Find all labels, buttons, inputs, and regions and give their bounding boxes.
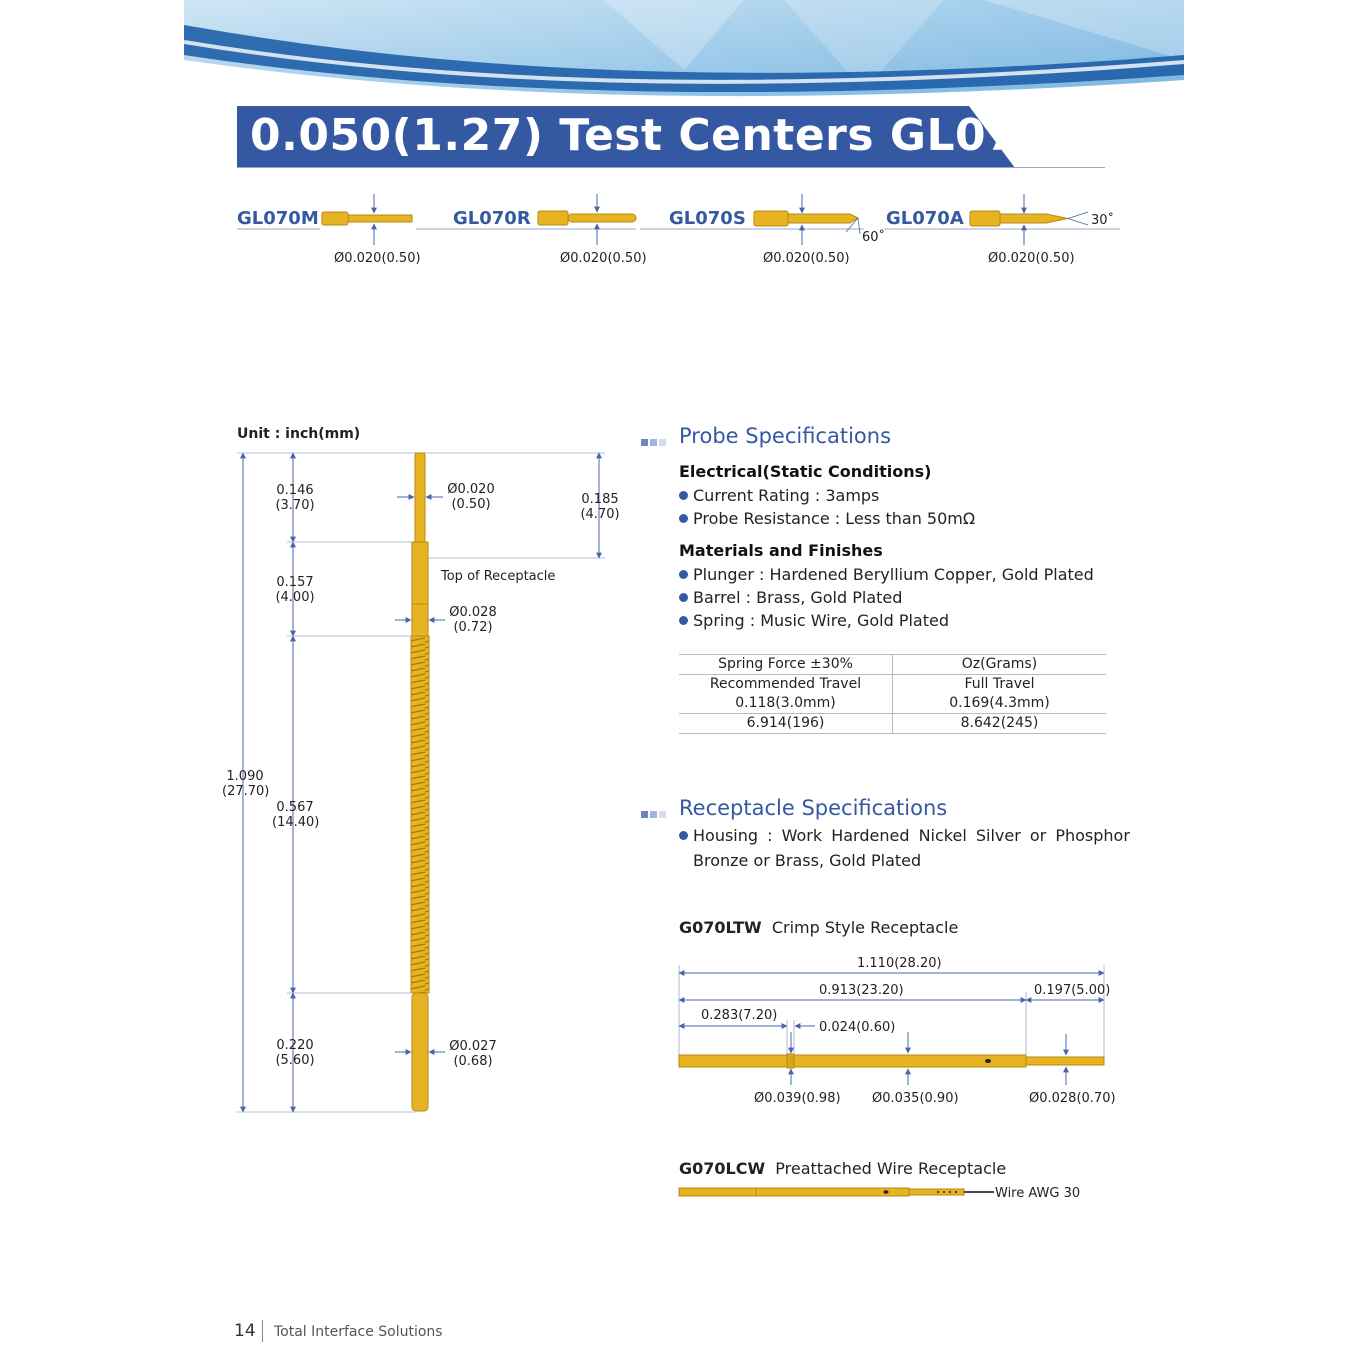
top-receptacle-label: Top of Receptacle bbox=[441, 569, 556, 584]
variant-label-gl070m: GL070M bbox=[237, 208, 319, 229]
variant-tips-drawing bbox=[184, 190, 1144, 250]
g070ltw-dia-body: Ø0.035(0.90) bbox=[872, 1091, 959, 1106]
electrical-item-resistance: Probe Resistance : Less than 50mΩ bbox=[679, 509, 975, 528]
housing-line1: Housing : Work Hardened Nickel Silver or Phosphor bbox=[679, 826, 1105, 845]
variant-label-gl070r: GL070R bbox=[453, 208, 531, 229]
variant-label-gl070s: GL070S bbox=[669, 208, 746, 229]
dim-seg2: 0.157 (4.00) bbox=[275, 575, 315, 605]
g070ltw-crimp-width: 0.024(0.60) bbox=[819, 1020, 896, 1035]
spring-force-table bbox=[679, 654, 1106, 734]
materials-item-barrel: Barrel : Brass, Gold Plated bbox=[679, 588, 902, 607]
dim-mid-dia: Ø0.028 (0.72) bbox=[449, 605, 497, 635]
variant-dim-gl070r: Ø0.020(0.50) bbox=[560, 251, 647, 266]
g070ltw-overall: 1.110(28.20) bbox=[857, 956, 942, 971]
materials-title: Materials and Finishes bbox=[679, 541, 883, 560]
g070lcw-title: G070LCW Preattached Wire Receptacle bbox=[679, 1159, 1007, 1178]
housing-line2: Bronze or Brass, Gold Plated bbox=[693, 851, 922, 870]
g070ltw-tail-len: 0.197(5.00) bbox=[1034, 983, 1111, 998]
materials-item-spring: Spring : Music Wire, Gold Plated bbox=[679, 611, 949, 630]
materials-item-plunger: Plunger : Hardened Beryllium Copper, Gold Plated bbox=[679, 565, 1094, 584]
g070lcw-wire-label: Wire AWG 30 bbox=[995, 1186, 1081, 1201]
probe-specs-heading: Probe Specifications bbox=[679, 424, 892, 448]
table-row: 0.118(3.0mm) 0.169(4.3mm) bbox=[679, 694, 1106, 714]
receptacle-specs-section-icon bbox=[641, 803, 668, 822]
variant-angle-gl070a: 30˚ bbox=[1091, 213, 1115, 228]
title-underline bbox=[237, 167, 1105, 168]
dim-seg1: 0.146 (3.70) bbox=[275, 483, 315, 513]
variant-dim-gl070m: Ø0.020(0.50) bbox=[334, 251, 421, 266]
tip-gl070r bbox=[538, 194, 636, 245]
variant-dim-gl070s: Ø0.020(0.50) bbox=[763, 251, 850, 266]
variant-dim-gl070a: Ø0.020(0.50) bbox=[988, 251, 1075, 266]
table-row: Recommended Travel Full Travel bbox=[679, 675, 1106, 695]
receptacle-specs-heading: Receptacle Specifications bbox=[679, 796, 948, 820]
electrical-item-current: Current Rating : 3amps bbox=[679, 486, 879, 505]
dim-overall: 1.090 (27.70) bbox=[222, 769, 270, 799]
g070lcw-drawing bbox=[676, 1184, 996, 1200]
table-row: 6.914(196) 8.642(245) bbox=[679, 714, 1106, 734]
footer-text: Total Interface Solutions bbox=[274, 1324, 443, 1340]
dim-seg3: 0.567 (14.40) bbox=[272, 800, 320, 830]
table-row: Spring Force ±30% Oz(Grams) bbox=[679, 655, 1106, 675]
g070ltw-crimp-pos: 0.283(7.20) bbox=[701, 1008, 778, 1023]
tip-gl070m bbox=[322, 194, 412, 245]
probe-drawing bbox=[225, 445, 625, 1125]
g070ltw-dia-tail: Ø0.028(0.70) bbox=[1029, 1091, 1116, 1106]
variant-label-gl070a: GL070A bbox=[886, 208, 964, 229]
g070ltw-title: G070LTW Crimp Style Receptacle bbox=[679, 918, 959, 937]
page-title: 0.050(1.27) Test Centers GL070 bbox=[250, 110, 1049, 161]
unit-label: Unit : inch(mm) bbox=[237, 426, 361, 442]
electrical-title: Electrical(Static Conditions) bbox=[679, 462, 932, 481]
dim-tip-dia: Ø0.020 (0.50) bbox=[447, 482, 495, 512]
dim-seg4: 0.220 (5.60) bbox=[275, 1038, 315, 1068]
dim-top-len: 0.185 (4.70) bbox=[580, 492, 620, 522]
footer-divider bbox=[262, 1320, 263, 1342]
header-banner bbox=[184, 0, 1184, 120]
probe-specs-section-icon bbox=[641, 431, 668, 450]
variant-angle-gl070s: 60˚ bbox=[862, 230, 886, 245]
dim-bottom-dia: Ø0.027 (0.68) bbox=[449, 1039, 497, 1069]
g070ltw-body-len: 0.913(23.20) bbox=[819, 983, 904, 998]
g070ltw-dia-crimp: Ø0.039(0.98) bbox=[754, 1091, 841, 1106]
tip-gl070s bbox=[754, 194, 860, 245]
footer-page-number: 14 bbox=[234, 1321, 256, 1341]
tip-gl070a bbox=[970, 194, 1088, 245]
